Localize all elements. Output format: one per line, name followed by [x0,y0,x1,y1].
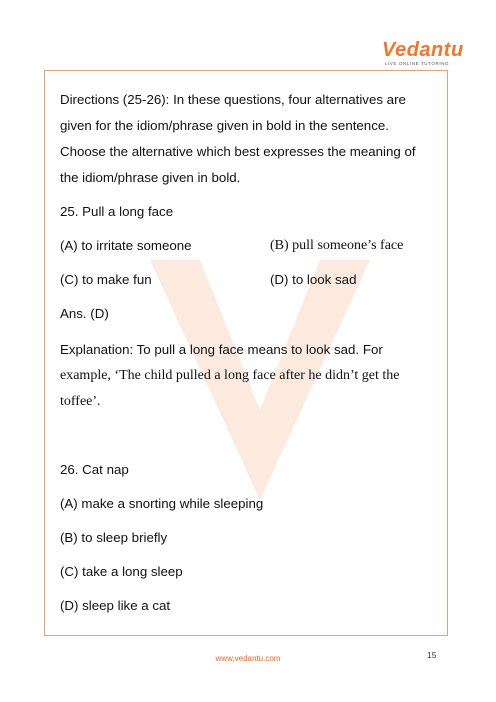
directions-line-3: Choose the alternative which best expresses the meaning of [60,144,416,159]
q25-explanation-line-1: Explanation: To pull a long face means to look sad. For [60,342,383,357]
logo-wordmark: Vedantu [382,39,464,61]
q26-option-a: (A) make a snorting while sleeping [60,496,264,511]
q26-option-b: (B) to sleep briefly [60,530,168,545]
question-26: 26. Cat nap [60,462,129,477]
directions-line-4: the idiom/phrase given in bold. [60,170,241,185]
q25-option-a: (A) to irritate someone [60,238,192,253]
q25-option-b: (B) pull someone’s face [270,238,404,253]
vedantu-logo [382,39,464,66]
directions-line-1: Directions (25-26): In these questions, four alternatives are [60,92,406,107]
q25-option-c: (C) to make fun [60,272,152,287]
q26-option-c: (C) take a long sleep [60,564,183,579]
footer-url[interactable]: www.vedantu.com [215,654,281,663]
q25-explanation-line-3: toffee’. [60,394,101,409]
question-25: 25. Pull a long face [60,204,174,219]
q25-explanation-line-2: example, ‘The child pulled a long face after he didn’t get the [60,368,400,383]
logo-tagline: LIVE ONLINE TUTORING [384,61,450,66]
page-number: 15 [427,650,437,660]
directions-line-2: given for the idiom/phrase given in bold in the sentence. [60,118,389,133]
q25-answer: Ans. (D) [60,306,109,321]
q26-option-d: (D) sleep like a cat [60,598,171,613]
q25-option-d: (D) to look sad [270,272,357,287]
